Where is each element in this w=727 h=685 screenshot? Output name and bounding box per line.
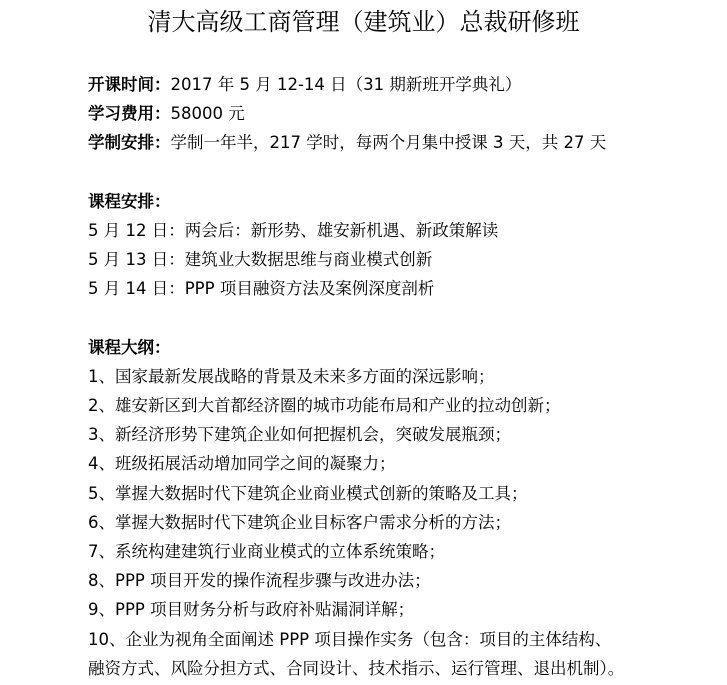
info-value: 学制一年半，217 学时，每两个月集中授课 3 天，共 27 天 [170,133,607,153]
info-label: 学制安排： [88,133,171,153]
outline-item: 9、PPP 项目财务分析与政府补贴漏洞详解； [88,600,415,620]
info-label: 学习费用： [88,104,171,124]
outline-item: 3、新经济形势下建筑企业如何把握机会，突破发展瓶颈； [88,425,511,445]
outline-item: 2、雄安新区到大首都经济圈的城市功能布局和产业的拉动创新； [88,396,561,416]
info-program-arrangement [88,128,624,157]
spacer [88,304,624,333]
info-fee [88,99,624,128]
schedule-item: 5 月 14 日：PPP 项目融资方法及案例深度剖析 [88,279,435,299]
schedule-item: 5 月 13 日：建筑业大数据思维与商业模式创新 [88,250,433,270]
outline-item: 5、掌握大数据时代下建筑企业商业模式创新的策略及工具； [88,483,528,503]
outline-heading: 课程大纲： [88,337,171,357]
document-body [88,70,624,683]
outline-item: 1、国家最新发展战略的背景及未来多方面的深远影响； [88,366,495,386]
outline-item: 8、PPP 项目开发的操作流程步骤与改进办法； [88,571,431,591]
outline-item: 10、企业为视角全面阐述 PPP 项目操作实务（包含：项目的主体结构、 [88,629,612,649]
info-value: 58000 元 [170,104,245,124]
info-label: 开课时间： [88,75,171,94]
schedule-item: 5 月 12 日：两会后：新形势、雄安新机遇、新政策解读 [88,220,499,240]
outline-item-continuation: 融资方式、风险分担方式、合同设计、技术指示、运行管理、退出机制）。 [88,658,625,678]
document-title: 清大高级工商管理（建筑业）总裁研修班 [147,8,580,36]
spacer [88,158,624,187]
schedule-heading: 课程安排： [88,191,171,211]
outline-item: 4、班级拓展活动增加同学之间的凝聚力； [88,454,396,474]
outline-item: 7、系统构建建筑行业商业模式的立体系统策略； [88,542,445,561]
info-start-date [88,70,624,99]
info-value: 2017 年 5 月 12-14 日（31 期新班开学典礼） [170,75,522,94]
outline-item: 6、掌握大数据时代下建筑企业目标客户需求分析的方法； [88,512,511,532]
